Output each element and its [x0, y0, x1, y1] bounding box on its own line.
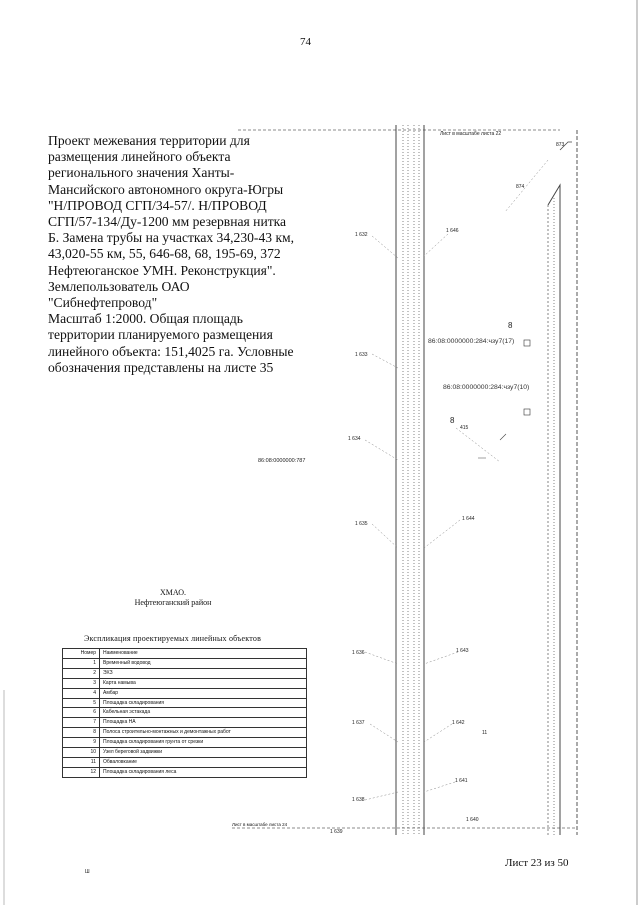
row-name: Площадка НА	[100, 718, 307, 728]
leader-line	[370, 724, 398, 742]
table-header-row	[63, 649, 307, 659]
bottom-strip-label: Лист в масштабе листа 24	[232, 822, 288, 827]
title-line: "Н/ПРОВОД СГП/34-57/. Н/ПРОВОД	[48, 197, 267, 213]
leader-line	[372, 236, 398, 258]
survey-marker	[524, 340, 530, 346]
leader-line	[456, 428, 500, 462]
cadastral-number: 86:08:0000000:787	[258, 458, 306, 464]
leader-line	[424, 782, 455, 792]
table-row	[63, 728, 307, 738]
leader-line	[424, 520, 460, 548]
row-number: 9	[63, 738, 100, 748]
table-row	[63, 678, 307, 688]
leader-line	[424, 724, 452, 742]
leader-line	[505, 160, 548, 212]
point-label: 415	[460, 425, 469, 431]
point-label: 1 642	[452, 720, 465, 726]
point-label: 1 634	[348, 436, 361, 442]
column-header-number: Номер	[63, 649, 100, 659]
row-number: 7	[63, 718, 100, 728]
marker-label: 11	[482, 730, 488, 736]
title-line: Проект межевания территории для	[48, 133, 250, 148]
row-number: 10	[63, 748, 100, 758]
leader-line	[365, 440, 398, 460]
point-label: 1 640	[466, 817, 479, 823]
title-line: Масштаб 1:2000. Общая площадь	[48, 311, 243, 327]
table-row	[63, 698, 307, 708]
row-name: ЭХЗ	[100, 668, 307, 678]
row-number: 1	[63, 658, 100, 668]
title-line: Б. Замена трубы на участках 34,230-43 км,	[48, 230, 295, 246]
leader-line	[365, 792, 398, 800]
row-number: 4	[63, 688, 100, 698]
point-label: 1 643	[456, 648, 469, 654]
table-row	[63, 738, 307, 748]
leader-line	[372, 354, 398, 368]
row-name: Обваловкание	[100, 757, 307, 767]
row-name: Амбар	[100, 688, 307, 698]
top-strip-label: Лист в масштабе листа 22	[440, 131, 502, 137]
point-label: 1 638	[352, 797, 365, 803]
cadastral-number: 86:08:0000000:284:чзу7(10)	[443, 384, 530, 391]
row-number: 6	[63, 708, 100, 718]
region-line: Нефтеюганский район	[134, 598, 212, 607]
table-row	[63, 688, 307, 698]
row-name: Карта намыва	[100, 678, 307, 688]
cadastral-number: 86:08:0000000:284:чзу7(17)	[428, 338, 515, 345]
row-name: Узел береговой задвижки	[100, 748, 307, 758]
page-number: 74	[300, 36, 311, 48]
table-row	[63, 748, 307, 758]
sheet-number: Лист 23 из 50	[505, 857, 569, 869]
row-number: 3	[63, 678, 100, 688]
row-number: 2	[63, 668, 100, 678]
row-number: 12	[63, 767, 100, 777]
title-line: Землепользователь ОАО	[48, 278, 190, 294]
leader-line	[424, 234, 448, 256]
row-number: 8	[63, 728, 100, 738]
point-label: 1 636	[352, 650, 365, 656]
row-name: Площадка складирования леса	[100, 767, 307, 777]
title-line: "Сибнефтепровод"	[48, 295, 158, 311]
row-number: 11	[63, 757, 100, 767]
row-name: Площадка складирования грунта от срезки	[100, 738, 307, 748]
point-label: 873	[556, 142, 565, 148]
point-label: 1 639	[330, 829, 343, 835]
leader-line	[424, 652, 458, 664]
legend-caption: Экспликация проектируемых линейных объектов	[84, 634, 262, 643]
region-label	[118, 588, 228, 608]
row-name: Полоса строительно-монтажных и демонтажных работ	[100, 728, 307, 738]
column-header-name: Наименование	[100, 649, 307, 659]
marker-label: 8	[450, 416, 455, 425]
title-line: линейного объекта: 151,4025 га. Условные	[48, 343, 294, 359]
row-name: Временный водовод	[100, 658, 307, 668]
legend-table	[62, 648, 307, 778]
survey-marker	[524, 409, 530, 415]
title-line: территории планируемого размещения	[48, 327, 273, 343]
table-row	[63, 757, 307, 767]
point-label: 1 646	[446, 228, 459, 234]
row-name: Площадка складирования	[100, 698, 307, 708]
title-line: обозначения представлены на листе 35	[48, 359, 274, 375]
survey-marker	[478, 434, 506, 458]
region-line: ХМАО.	[159, 588, 187, 597]
table-row	[63, 718, 307, 728]
point-label: 874	[516, 184, 525, 190]
point-label: 1 641	[455, 778, 468, 784]
point-label: 1 644	[462, 516, 475, 522]
title-line: 43,020-55 км, 55, 646-68, 68, 195-69, 372	[48, 246, 281, 262]
title-line: Мансийского автономного округа-Югры	[48, 181, 284, 197]
footer-code: Ш	[85, 869, 90, 875]
table-row	[63, 708, 307, 718]
table-row	[63, 668, 307, 678]
title-line: размещения линейного объекта	[48, 149, 231, 165]
point-label: 1 632	[355, 232, 368, 238]
title-line: регионального значения Ханты-	[48, 165, 235, 181]
point-label: 1 633	[355, 352, 368, 358]
leader-line	[365, 652, 398, 664]
table-row	[63, 658, 307, 668]
row-name: Кабельная эстакада	[100, 708, 307, 718]
leader-line	[372, 524, 398, 548]
title-line: Нефтеюганское УМН. Реконструкция".	[48, 262, 276, 278]
row-number: 5	[63, 698, 100, 708]
table-row	[63, 767, 307, 777]
title-line: СГП/57-134/Ду-1200 мм резервная нитка	[48, 214, 287, 230]
marker-label: 8	[508, 321, 513, 330]
point-label: 1 635	[355, 521, 368, 527]
point-label: 1 637	[352, 720, 365, 726]
